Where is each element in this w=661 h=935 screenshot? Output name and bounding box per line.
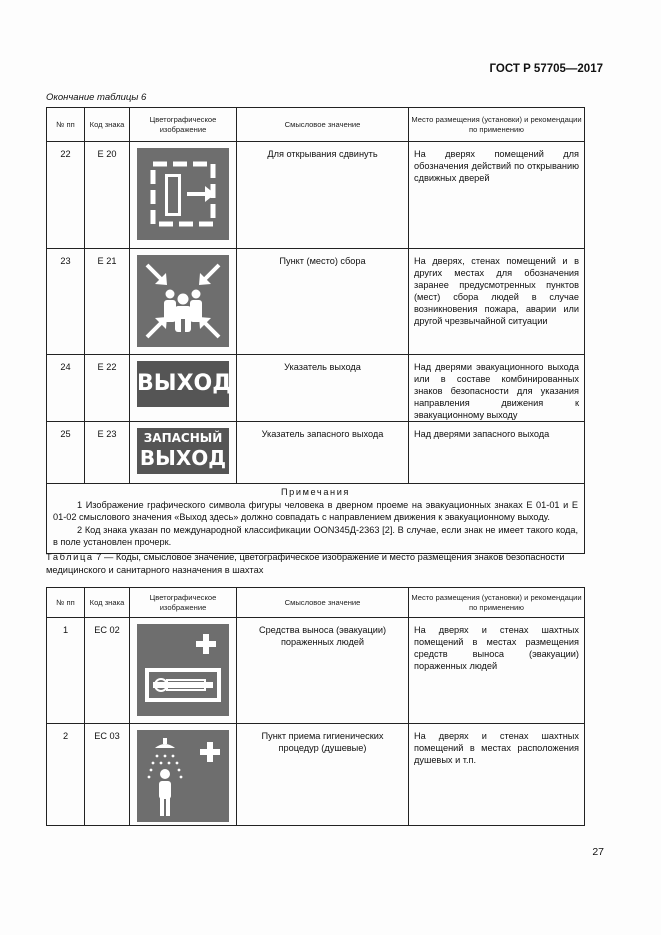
page-number: 27 bbox=[592, 846, 604, 858]
row-placement: Над дверями эвакуационного выхода или в составе комбинированных знаков безопасности для указания направления движения к эвакуационному выходу bbox=[409, 355, 585, 422]
row-num: 25 bbox=[47, 422, 85, 484]
header-meaning: Смысловое значение bbox=[237, 108, 409, 142]
note-1: 1 Изображение графического символа фигуры человека в дверном проеме на эвакуационных знаках Е 01-01 и Е 01-02 смыслового значения «Выход здесь» должно совпадать с направлением движения к эвакуационному выходу. bbox=[53, 499, 578, 522]
table7-caption-label: Таблица bbox=[46, 552, 94, 562]
row-meaning: Указатель выхода bbox=[237, 355, 409, 422]
row-meaning: Средства выноса (эвакуации) пораженных людей bbox=[237, 618, 409, 724]
row-meaning: Пункт приема гигиенических процедур (душевые) bbox=[237, 724, 409, 826]
row-meaning: Для открывания сдвинуть bbox=[237, 142, 409, 249]
row-num: 23 bbox=[47, 249, 85, 355]
header-placement: Место размещения (установки) и рекомендации по применению bbox=[409, 588, 585, 618]
table7-caption bbox=[46, 551, 586, 577]
table6-caption: Окончание таблицы 6 bbox=[46, 92, 147, 103]
table7-caption-text: — Коды, смысловое значение, цветографическое изображение и место размещения знаков безопасности медицинского и санитарного назначения в шахтах bbox=[46, 552, 565, 575]
notes-title: Примечания bbox=[280, 487, 351, 497]
exit-sign-text: ВЫХОД bbox=[137, 371, 232, 396]
header-num: № пп bbox=[47, 588, 85, 618]
table6 bbox=[46, 107, 585, 554]
table-row bbox=[47, 422, 585, 484]
row-code: ЕС 02 bbox=[85, 618, 130, 724]
row-placement: Над дверями запасного выхода bbox=[409, 422, 585, 484]
row-placement: На дверях и стенах шахтных помещений в местах размещения средств выноса (эвакуации) пораженных людей bbox=[409, 618, 585, 724]
header-meaning: Смысловое значение bbox=[237, 588, 409, 618]
row-code: Е 22 bbox=[85, 355, 130, 422]
table7-header-row bbox=[47, 588, 585, 618]
standard-number: ГОСТ Р 57705—2017 bbox=[489, 63, 603, 75]
table-row bbox=[47, 142, 585, 249]
row-num: 22 bbox=[47, 142, 85, 249]
emergency-exit-text-sign bbox=[137, 428, 229, 474]
row-code: Е 21 bbox=[85, 249, 130, 355]
header-placement: Место размещения (установки) и рекомендации по применению bbox=[409, 108, 585, 142]
shower-icon bbox=[137, 730, 229, 822]
row-code: Е 23 bbox=[85, 422, 130, 484]
stretcher-icon bbox=[137, 624, 229, 716]
row-code: ЕС 03 bbox=[85, 724, 130, 826]
table7 bbox=[46, 587, 585, 826]
header-image: Цветографическое изображение bbox=[130, 588, 237, 618]
header-code: Код знака bbox=[85, 108, 130, 142]
row-code: Е 20 bbox=[85, 142, 130, 249]
header-num: № пп bbox=[47, 108, 85, 142]
row-meaning: Указатель запасного выхода bbox=[237, 422, 409, 484]
note-2: 2 Код знака указан по международной классификации ООN345Д-2363 [2]. В случае, если знак не имеет такого кода, в поле установлен прочерк. bbox=[53, 524, 578, 547]
sliding-door-icon bbox=[137, 148, 229, 240]
emergency-sign-text-line1: ЗАПАСНЫЙ bbox=[143, 431, 223, 445]
row-num: 1 bbox=[47, 618, 85, 724]
row-num: 24 bbox=[47, 355, 85, 422]
table7-caption-number: 7 bbox=[96, 552, 102, 562]
exit-text-sign bbox=[137, 361, 232, 407]
row-meaning: Пункт (место) сбора bbox=[237, 249, 409, 355]
table6-notes-row bbox=[47, 484, 585, 554]
table-row bbox=[47, 249, 585, 355]
table-row bbox=[47, 618, 585, 724]
header-image: Цветографическое изображение bbox=[130, 108, 237, 142]
table6-notes bbox=[47, 484, 585, 554]
emergency-sign-text-line2: ВЫХОД bbox=[139, 446, 227, 470]
row-placement: На дверях помещений для обозначения действий по открыванию сдвижных дверей bbox=[409, 142, 585, 249]
header-code: Код знака bbox=[85, 588, 130, 618]
table6-header-row bbox=[47, 108, 585, 142]
table-row bbox=[47, 724, 585, 826]
row-num: 2 bbox=[47, 724, 85, 826]
row-placement: На дверях и стенах шахтных помещений в местах расположения душевых и т.п. bbox=[409, 724, 585, 826]
row-placement: На дверях, стенах помещений и в других местах для обозначения заранее предусмотренных пунктов (мест) сбора людей в случае возникновения пожара, аварии или другой чрезвычайной ситуации bbox=[409, 249, 585, 355]
table-row bbox=[47, 355, 585, 422]
assembly-point-icon bbox=[137, 255, 229, 347]
